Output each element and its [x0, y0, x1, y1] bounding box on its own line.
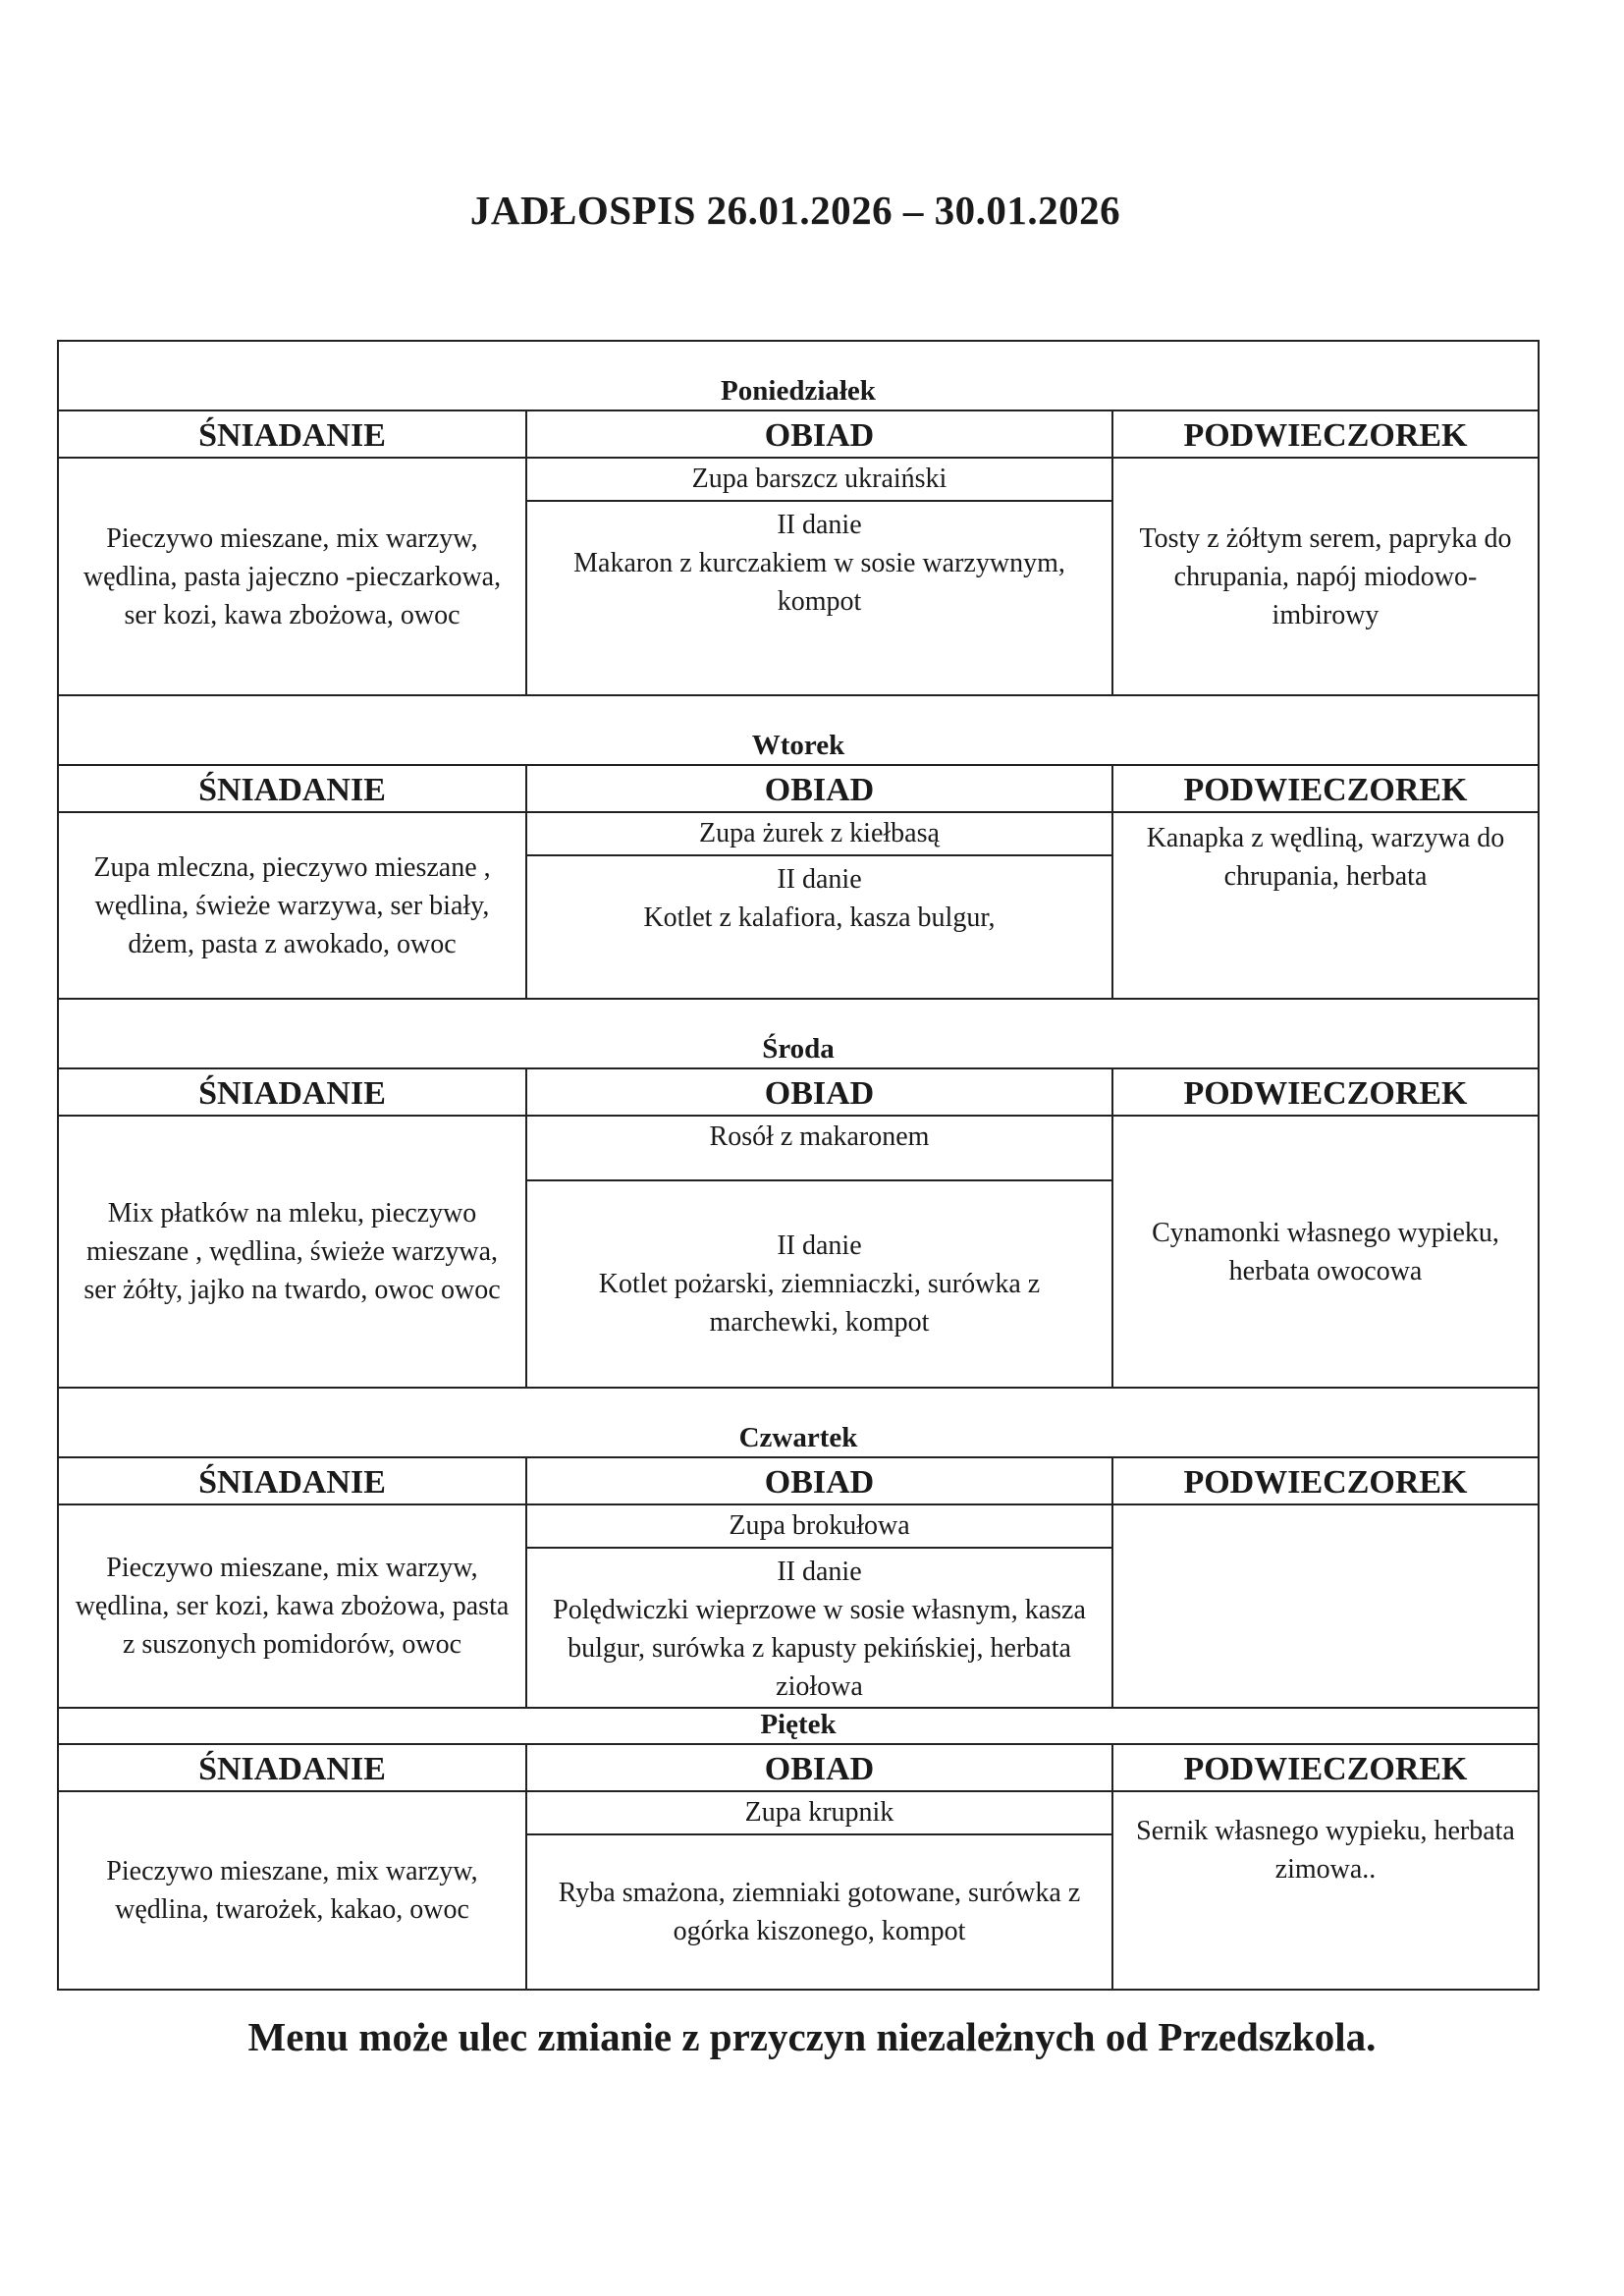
second-course-text: Polędwiczki wieprzowe w sosie własnym, kasza bulgur, surówka z kapusty pekińskiej, herbata ziołowa: [553, 1595, 1086, 1702]
meal-headers-row: [59, 766, 1538, 813]
second-course-label: II danie: [777, 510, 862, 540]
meal-content-row: [59, 1505, 1538, 1707]
meal-headers-row: [59, 1458, 1538, 1505]
lunch-cell: [527, 1505, 1113, 1707]
lunch-cell: [527, 459, 1113, 694]
main-course: [527, 1835, 1111, 1989]
lunch-header: OBIAD: [527, 766, 1113, 811]
second-course-label: II danie: [777, 1557, 862, 1587]
snack-cell: [1113, 1505, 1538, 1707]
page-title: JADŁOSPIS 26.01.2026 – 30.01.2026: [469, 188, 1121, 233]
second-course-text: Ryba smażona, ziemniaki gotowane, surówka z ogórka kiszonego, kompot: [558, 1878, 1081, 1946]
second-course-label: II danie: [777, 864, 862, 895]
second-course-text: Makaron z kurczakiem w sosie warzywnym, kompot: [573, 548, 1065, 617]
meal-headers-row: [59, 1069, 1538, 1117]
lunch-header: OBIAD: [527, 1458, 1113, 1503]
main-course: [527, 1181, 1111, 1387]
day-name: Czwartek: [59, 1422, 1538, 1458]
menu-table: [57, 340, 1540, 1991]
meal-content-row: [59, 813, 1538, 998]
snack-header: PODWIECZOREK: [1183, 772, 1468, 808]
snack-cell: Kanapka z wędliną, warzywa do chrupania, herbata: [1146, 823, 1505, 892]
lunch-cell: [527, 813, 1113, 998]
breakfast-cell: Pieczywo mieszane, mix warzyw, wędlina, pasta jajeczno -pieczarkowa, ser kozi, kawa zbożowa, owoc: [59, 459, 527, 694]
snack-header: PODWIECZOREK: [1183, 1464, 1468, 1501]
soup-text: Zupa krupnik: [527, 1792, 1111, 1835]
disclaimer-footer: Menu może ulec zmianie z przyczyn niezależnych od Przedszkola.: [247, 2014, 1377, 2059]
snack-cell: Tosty z żółtym serem, papryka do chrupania, napój miodowo-imbirowy: [1139, 522, 1512, 630]
day-name: Piętek: [59, 1709, 1538, 1745]
breakfast-cell: Mix płatków na mleku, pieczywo mieszane , wędlina, świeże warzywa, ser żółty, jajko na twardo, owoc owoc: [59, 1117, 527, 1387]
day-name: Środa: [59, 1033, 1538, 1069]
main-course: [527, 1549, 1111, 1710]
day-name: Wtorek: [59, 730, 1538, 766]
lunch-cell: [527, 1117, 1113, 1387]
lunch-header: OBIAD: [527, 1069, 1113, 1115]
lunch-cell: [527, 1792, 1113, 1989]
breakfast-header: ŚNIADANIE: [59, 411, 527, 457]
snack-header: PODWIECZOREK: [1183, 1751, 1468, 1787]
main-course: [527, 502, 1111, 694]
snack-cell: Sernik własnego wypieku, herbata zimowa..: [1136, 1816, 1515, 1885]
snack-cell: Cynamonki własnego wypieku, herbata owocowa: [1152, 1217, 1499, 1286]
meal-content-row: [59, 1792, 1538, 1989]
day-section-thursday: [59, 1389, 1538, 1709]
lunch-header: OBIAD: [527, 411, 1113, 457]
breakfast-header: ŚNIADANIE: [59, 1069, 527, 1115]
soup-text: Zupa żurek z kiełbasą: [527, 813, 1111, 856]
snack-header: PODWIECZOREK: [1183, 417, 1468, 454]
breakfast-cell: Pieczywo mieszane, mix warzyw, wędlina, ser kozi, kawa zbożowa, pasta z suszonych pomidorów, owoc: [59, 1505, 527, 1707]
snack-header: PODWIECZOREK: [1183, 1075, 1468, 1112]
day-section-tuesday: [59, 696, 1538, 1000]
meal-headers-row: [59, 1745, 1538, 1792]
breakfast-header: ŚNIADANIE: [59, 1745, 527, 1790]
second-course-label: II danie: [777, 1230, 862, 1261]
day-section-monday: [59, 342, 1538, 696]
second-course-text: Kotlet pożarski, ziemniaczki, surówka z marchewki, kompot: [598, 1269, 1041, 1338]
meal-content-row: [59, 459, 1538, 694]
breakfast-cell: Pieczywo mieszane, mix warzyw, wędlina, twarożek, kakao, owoc: [59, 1792, 527, 1989]
breakfast-cell: Zupa mleczna, pieczywo mieszane , wędlina, świeże warzywa, ser biały, dżem, pasta z awokado, owoc: [59, 813, 527, 998]
soup-text: Zupa barszcz ukraiński: [527, 459, 1111, 502]
breakfast-header: ŚNIADANIE: [59, 1458, 527, 1503]
meal-content-row: [59, 1117, 1538, 1387]
soup-text: Zupa brokułowa: [527, 1505, 1111, 1549]
second-course-text: Kotlet z kalafiora, kasza bulgur,: [643, 902, 996, 933]
lunch-header: OBIAD: [527, 1745, 1113, 1790]
soup-text: Rosół z makaronem: [527, 1117, 1111, 1181]
main-course: [527, 856, 1111, 998]
day-section-wednesday: [59, 1000, 1538, 1389]
day-section-friday: [59, 1709, 1538, 1989]
day-name: Poniedziałek: [59, 375, 1538, 411]
meal-headers-row: [59, 411, 1538, 459]
breakfast-header: ŚNIADANIE: [59, 766, 527, 811]
